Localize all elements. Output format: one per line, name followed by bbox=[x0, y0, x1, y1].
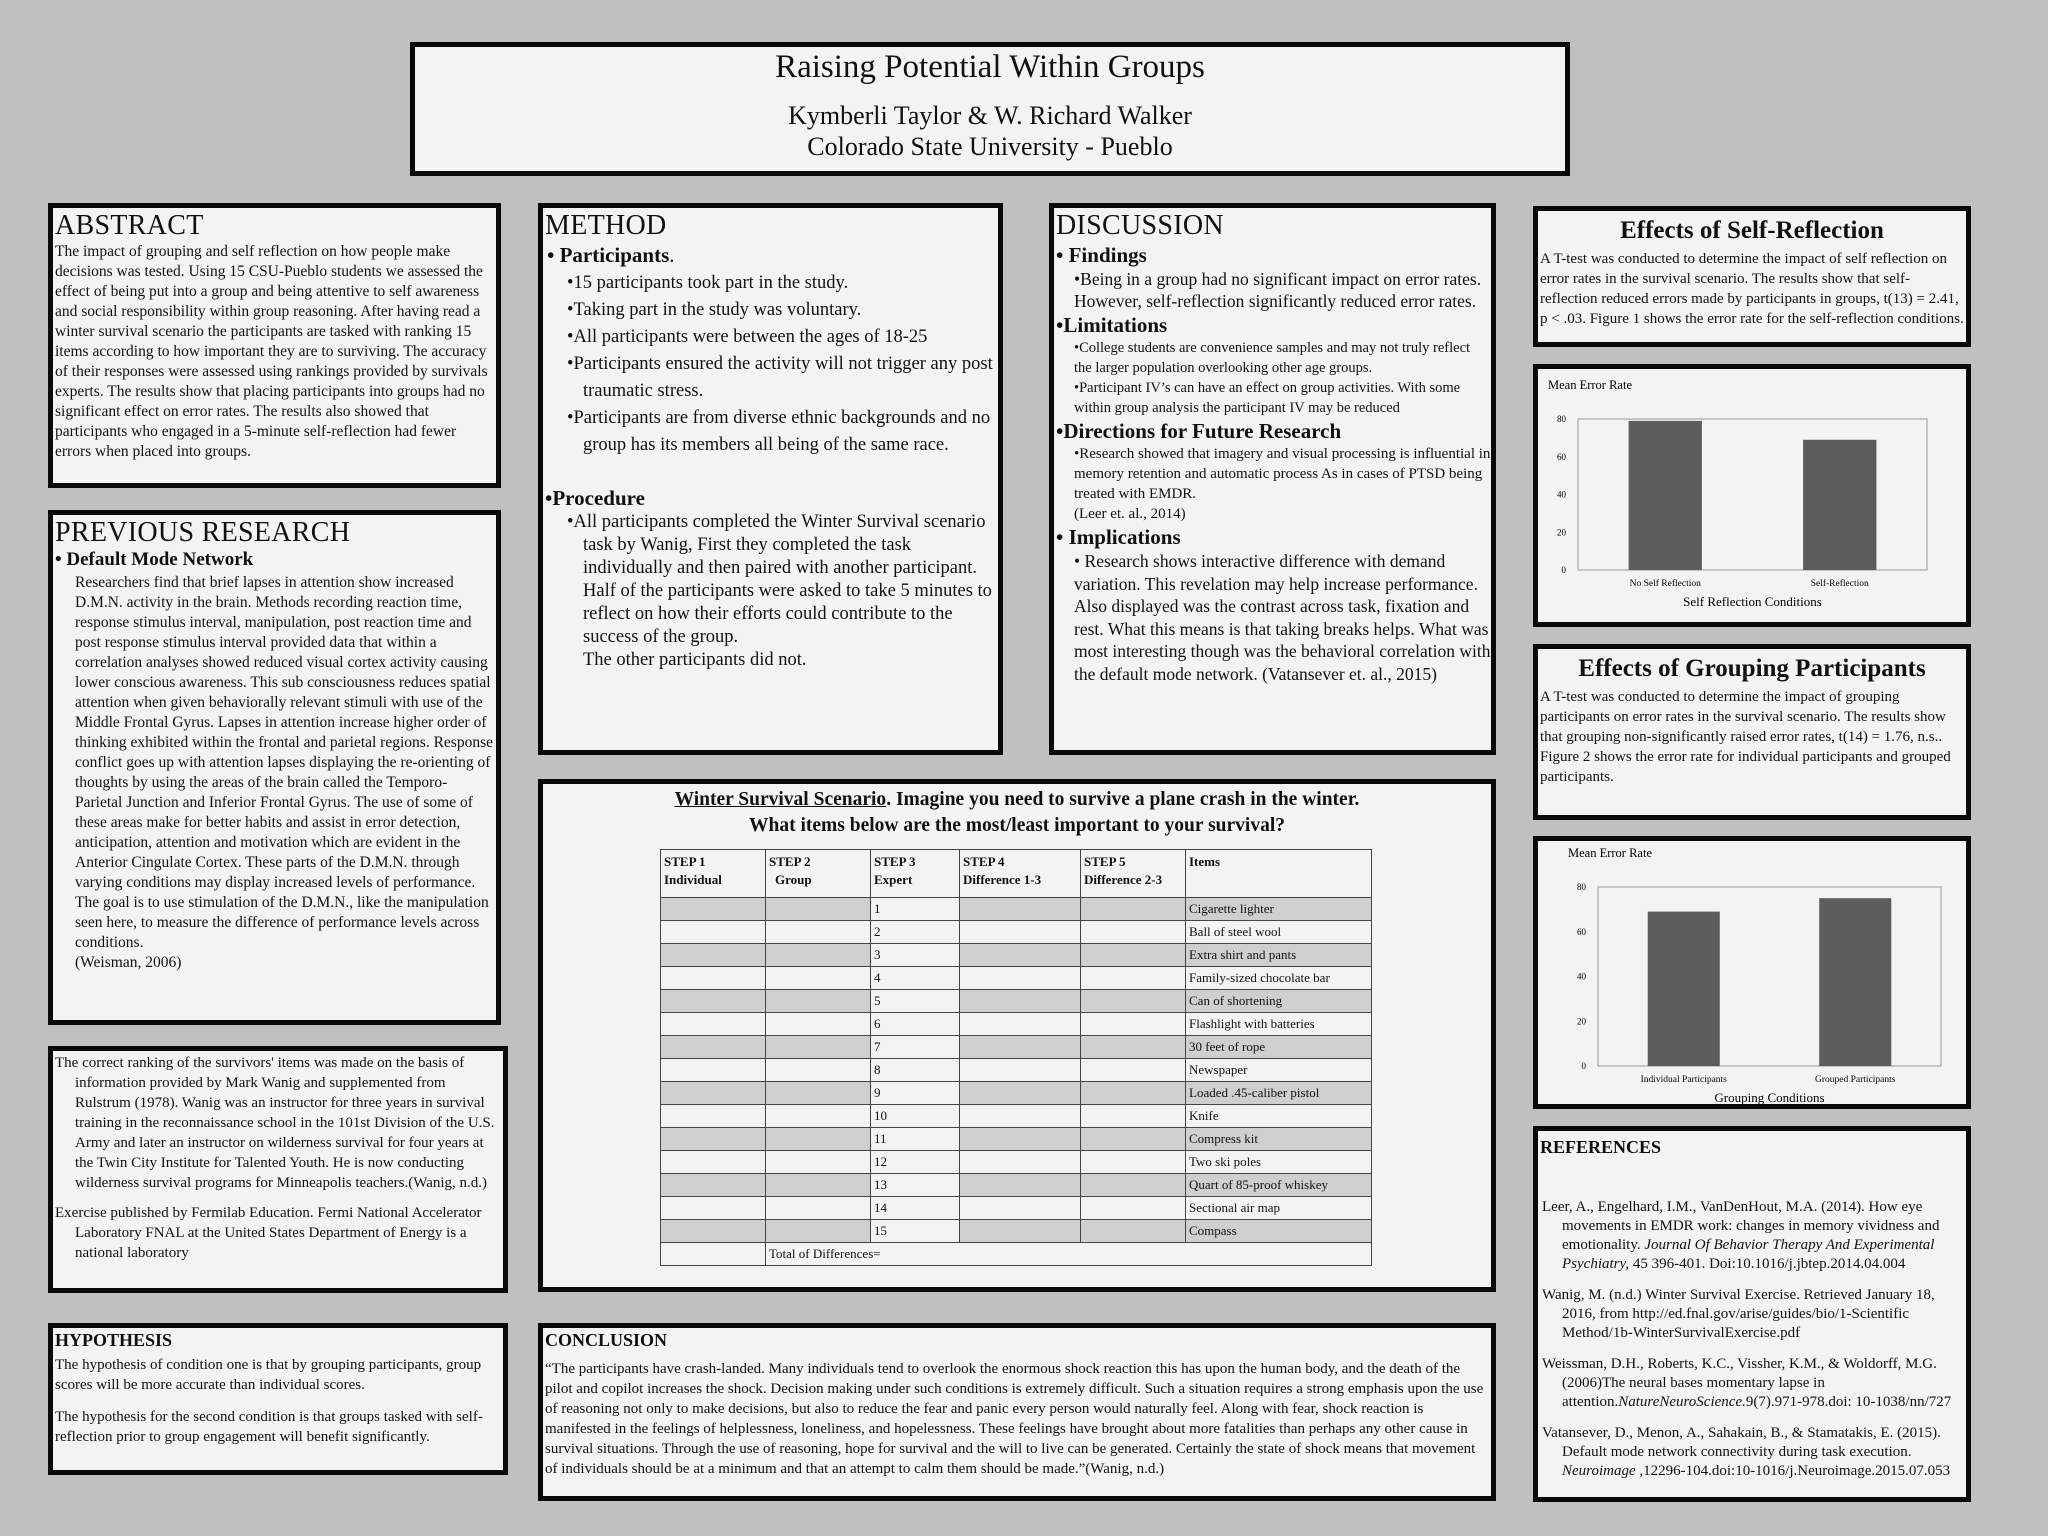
bar bbox=[1803, 440, 1876, 570]
y-tick-label: 40 bbox=[1577, 971, 1586, 982]
chart-xlabel: Grouping Conditions bbox=[1714, 1090, 1825, 1104]
procedure-text: •All participants completed the Winter Survival scenario task by Wanig, First they completed the task individually and then paired with another participant. Half of the participants were asked to take 5 minutes to reflect on how their efforts could contribute to the success of the group. bbox=[567, 512, 992, 647]
poster-title: Raising Potential Within Groups bbox=[775, 49, 1205, 85]
blank-cell bbox=[661, 1036, 766, 1059]
blank-cell bbox=[766, 967, 871, 990]
blank-cell bbox=[1081, 1105, 1186, 1128]
header-step4 bbox=[960, 850, 1081, 898]
table-row bbox=[661, 1013, 1372, 1036]
previous-research-citation: (Weisman, 2006) bbox=[75, 954, 182, 971]
self-reflection-heading: Effects of Self-Reflection bbox=[1620, 217, 1884, 244]
implications-heading-label: Implications bbox=[1068, 525, 1181, 549]
hypothesis-p2: The hypothesis for the second condition is that groups tasked with self-reflection prior to group engagement will benefit significantly. bbox=[55, 1409, 483, 1445]
blank-cell bbox=[1081, 967, 1186, 990]
blank-cell bbox=[1081, 921, 1186, 944]
blank-cell bbox=[766, 898, 871, 921]
blank-cell bbox=[766, 1105, 871, 1128]
table-row bbox=[661, 898, 1372, 921]
item-cell: Flashlight with batteries bbox=[1186, 1013, 1372, 1036]
blank-cell bbox=[766, 1082, 871, 1105]
blank-cell bbox=[1081, 1151, 1186, 1174]
references-box bbox=[1533, 1126, 1971, 1502]
header-step-label: STEP 1 bbox=[664, 854, 706, 869]
chart-self-reflection bbox=[1538, 369, 1966, 622]
blank-cell bbox=[661, 990, 766, 1013]
procedure-end: The other participants did not. bbox=[583, 650, 807, 670]
expert-rank-cell: 15 bbox=[871, 1220, 960, 1243]
blank-cell bbox=[766, 1059, 871, 1082]
expert-rank-cell: 6 bbox=[871, 1013, 960, 1036]
header-step-label: STEP 3 bbox=[874, 854, 916, 869]
table-header-row bbox=[661, 850, 1372, 898]
self-reflection-text: A T-test was conducted to determine the impact of self reflection on error rates in the survival scenario. The results show that self-reflection reduced errors made by participants in groups, t(13) = 2.41, p < .03. Figure 1 shows the error rate for the self-reflection conditions. bbox=[1540, 251, 1964, 327]
reference-item bbox=[1542, 1198, 1962, 1274]
blank-cell bbox=[661, 1197, 766, 1220]
blank-cell bbox=[766, 1197, 871, 1220]
future-heading-label: Directions for Future Research bbox=[1063, 419, 1342, 443]
blank-cell bbox=[960, 1059, 1081, 1082]
scenario-box bbox=[538, 779, 1496, 1292]
discussion-box bbox=[1049, 203, 1496, 755]
blank-cell bbox=[1081, 898, 1186, 921]
bar bbox=[1629, 421, 1702, 570]
chart-ylabel: Mean Error Rate bbox=[1568, 846, 1652, 860]
header-step-sub: Difference 2-3 bbox=[1084, 872, 1163, 887]
header-step-sub: Expert bbox=[874, 872, 913, 887]
blank-cell bbox=[766, 1013, 871, 1036]
table-row bbox=[661, 1151, 1372, 1174]
total-row bbox=[661, 1243, 1372, 1266]
table-row bbox=[661, 944, 1372, 967]
header-items bbox=[1186, 850, 1372, 898]
header-step-label: STEP 2 bbox=[769, 854, 811, 869]
ranking-note-box bbox=[48, 1046, 508, 1293]
limitations-heading-label: Limitations bbox=[1063, 313, 1168, 337]
item-cell: Cigarette lighter bbox=[1186, 898, 1372, 921]
table-row bbox=[661, 1220, 1372, 1243]
implications-text-body: Research shows interactive difference with demand variation. This revelation may help increase performance. Also displayed was the contrast across task, fixation and rest. What this means is that taking breaks helps. What was most interesting though was the behavioral correlation with the default mode network. (Vatansever et. al., 2015) bbox=[1074, 551, 1491, 684]
item-cell: 30 feet of rope bbox=[1186, 1036, 1372, 1059]
item-cell: Quart of 85-proof whiskey bbox=[1186, 1174, 1372, 1197]
method-heading: METHOD bbox=[545, 210, 667, 241]
scenario-title-rest: . Imagine you need to survive a plane crash in the winter. bbox=[886, 789, 1360, 810]
blank-cell bbox=[661, 1128, 766, 1151]
blank-cell bbox=[661, 1151, 766, 1174]
reference-item bbox=[1542, 1286, 1962, 1343]
blank-cell bbox=[766, 1151, 871, 1174]
scenario-subtitle: What items below are the most/least important to your survival? bbox=[748, 815, 1286, 836]
table-row bbox=[661, 990, 1372, 1013]
table-row bbox=[661, 1105, 1372, 1128]
y-tick-label: 80 bbox=[1557, 414, 1566, 424]
references-heading: REFERENCES bbox=[1540, 1137, 1662, 1157]
y-tick-label: 0 bbox=[1581, 1061, 1586, 1071]
scenario-table bbox=[660, 849, 1372, 1266]
blank-cell bbox=[960, 944, 1081, 967]
blank-cell bbox=[1081, 944, 1186, 967]
reference-text-end: 45 396-401. Doi:10.1016/j.jbtep.2014.04.004 bbox=[1629, 1256, 1906, 1272]
table-row bbox=[661, 1197, 1372, 1220]
blank-cell bbox=[960, 1082, 1081, 1105]
future-text-body: Research showed that imagery and visual processing is influential in memory retention and automatic process As in cases of PTSD being treated with EMDR. bbox=[1074, 446, 1491, 502]
y-tick-label: 60 bbox=[1577, 926, 1586, 937]
scenario-title bbox=[543, 789, 1491, 811]
participant-item: •Participants are from diverse ethnic backgrounds and no group has its members all being of the same race. bbox=[567, 408, 991, 455]
reference-item bbox=[1542, 1424, 1962, 1481]
chart-xlabel: Self Reflection Conditions bbox=[1683, 594, 1822, 609]
header-step-label: STEP 4 bbox=[963, 854, 1005, 869]
grouping-text: A T-test was conducted to determine the impact of grouping participants on error rates in the survival scenario. The results show that grouping non-significantly raised error rates, t(14) = 1.76, n.s.. Figure 2 shows the error rate for individual participants and grouped participants. bbox=[1540, 689, 1951, 785]
expert-rank-cell: 8 bbox=[871, 1059, 960, 1082]
procedure-heading: •Procedure bbox=[545, 486, 645, 510]
blank-cell bbox=[960, 1220, 1081, 1243]
future-text: •Research showed that imagery and visual processing is influential in memory retention and automatic process As in cases of PTSD being treated with EMDR. bbox=[1074, 446, 1491, 502]
x-tick-label: Grouped Participants bbox=[1815, 1075, 1896, 1085]
blank-cell bbox=[766, 1128, 871, 1151]
table-row bbox=[661, 1059, 1372, 1082]
blank-cell bbox=[661, 944, 766, 967]
procedure-text-body: All participants completed the Winter Survival scenario task by Wanig, First they completed the task individually and then paired with another participant. Half of the participants were asked to take 5 minutes to reflect on how their efforts could contribute to the success of the group. bbox=[573, 512, 992, 647]
item-cell: Extra shirt and pants bbox=[1186, 944, 1372, 967]
table-row bbox=[661, 1036, 1372, 1059]
grouping-box bbox=[1533, 644, 1971, 820]
y-tick-label: 40 bbox=[1557, 489, 1566, 500]
bar bbox=[1648, 912, 1720, 1066]
total-cell: Total of Differences= bbox=[766, 1243, 1372, 1266]
expert-rank-cell: 2 bbox=[871, 921, 960, 944]
participant-item-text: 15 participants took part in the study. bbox=[573, 273, 849, 293]
bar bbox=[1819, 898, 1891, 1066]
hypothesis-box bbox=[48, 1323, 508, 1475]
limitation-item-text: College students are convenience samples and may not truly reflect the larger population overlooking other age groups. bbox=[1074, 340, 1471, 376]
participant-item: •All participants were between the ages of 18-25 bbox=[567, 327, 928, 347]
expert-rank-cell: 12 bbox=[871, 1151, 960, 1174]
dmn-subheading: • Default Mode Network bbox=[55, 549, 254, 570]
item-cell: Sectional air map bbox=[1186, 1197, 1372, 1220]
procedure-heading-label: Procedure bbox=[552, 486, 645, 510]
x-tick-label: Self-Reflection bbox=[1810, 579, 1869, 589]
hypothesis-heading: HYPOTHESIS bbox=[55, 1330, 173, 1350]
x-tick-label: Individual Participants bbox=[1640, 1075, 1727, 1085]
blank-cell bbox=[661, 921, 766, 944]
header-items-label: Items bbox=[1189, 854, 1221, 869]
blank-cell bbox=[661, 1243, 766, 1266]
y-tick-label: 80 bbox=[1577, 882, 1586, 892]
participant-item: •15 participants took part in the study. bbox=[567, 273, 849, 293]
reference-text-end: 9(7).971-978.doi: 10-1038/nn/727 bbox=[1745, 1394, 1952, 1410]
participant-item: •Participants ensured the activity will not trigger any post traumatic stress. bbox=[567, 354, 993, 401]
blank-cell bbox=[1081, 1220, 1186, 1243]
blank-cell bbox=[960, 898, 1081, 921]
item-cell: Compress kit bbox=[1186, 1128, 1372, 1151]
hypothesis-p1: The hypothesis of condition one is that by grouping participants, group scores will be more accurate than individual scores. bbox=[55, 1357, 482, 1393]
expert-rank-cell: 5 bbox=[871, 990, 960, 1013]
blank-cell bbox=[661, 1013, 766, 1036]
item-cell: Ball of steel wool bbox=[1186, 921, 1372, 944]
ranking-note-p2: Exercise published by Fermilab Education. Fermi National Accelerator Laboratory FNAL at the United States Department of Energy is a national laboratory bbox=[55, 1205, 482, 1261]
blank-cell bbox=[766, 1220, 871, 1243]
blank-cell bbox=[1081, 1197, 1186, 1220]
expert-rank-cell: 4 bbox=[871, 967, 960, 990]
blank-cell bbox=[1081, 1082, 1186, 1105]
expert-rank-cell: 1 bbox=[871, 898, 960, 921]
previous-research-box bbox=[48, 510, 501, 1025]
blank-cell bbox=[960, 1036, 1081, 1059]
blank-cell bbox=[960, 921, 1081, 944]
blank-cell bbox=[766, 944, 871, 967]
abstract-heading: ABSTRACT bbox=[55, 210, 204, 241]
poster-affiliation: Colorado State University - Pueblo bbox=[807, 132, 1173, 161]
blank-cell bbox=[1081, 1013, 1186, 1036]
header-step-sub: Group bbox=[775, 872, 812, 887]
blank-cell bbox=[960, 1105, 1081, 1128]
table-row bbox=[661, 921, 1372, 944]
y-tick-label: 20 bbox=[1557, 527, 1566, 538]
reference-text: Vatansever, D., Menon, A., Sahakain, B., & Stamatakis, E. (2015). Default mode network connectivity during task execution. bbox=[1542, 1425, 1941, 1460]
findings-text-body: Being in a group had no significant impact on error rates. However, self-reflection significantly reduced error rates. bbox=[1074, 269, 1482, 311]
future-heading: •Directions for Future Research bbox=[1056, 419, 1342, 443]
y-tick-label: 0 bbox=[1561, 565, 1566, 575]
abstract-text: The impact of grouping and self reflection on how people make decisions was tested. Using 15 CSU-Pueblo students we assessed the effect of being put into a group and being attentive to self awareness and social responsibility within group reasoning. After having read a winter survival scenario the participants are tasked with ranking 15 items according to how important they are to surviving. The accuracy of their responses were assessed using rankings provided by survivals experts. The results show that placing participants into groups had no significant effect on error rates. The results also showed that participants who engaged in a 5-minute self-reflection had fewer errors when placed into groups. bbox=[55, 243, 488, 460]
abstract-box bbox=[48, 203, 501, 488]
blank-cell bbox=[661, 1174, 766, 1197]
header-step5 bbox=[1081, 850, 1186, 898]
chart1-box bbox=[1533, 364, 1971, 627]
expert-rank-cell: 13 bbox=[871, 1174, 960, 1197]
limitation-item: •Participant IV’s can have an effect on group activities. With some within group analysis the participant IV may be reduced bbox=[1074, 380, 1461, 416]
blank-cell bbox=[960, 1151, 1081, 1174]
blank-cell bbox=[1081, 1059, 1186, 1082]
table-row bbox=[661, 1128, 1372, 1151]
blank-cell bbox=[1081, 990, 1186, 1013]
blank-cell bbox=[661, 898, 766, 921]
blank-cell bbox=[1081, 1036, 1186, 1059]
item-cell: Two ski poles bbox=[1186, 1151, 1372, 1174]
reference-text: Leer, A., Engelhard, I.M., VanDenHout, M.A. (2014). How eye movements in EMDR work: changes in memory vividness and emotionality. bbox=[1542, 1199, 1940, 1253]
previous-research-heading: PREVIOUS RESEARCH bbox=[55, 517, 351, 548]
blank-cell bbox=[766, 990, 871, 1013]
title-box bbox=[410, 42, 1570, 176]
participant-item: •Taking part in the study was voluntary. bbox=[567, 300, 862, 320]
header-step-sub: Difference 1-3 bbox=[963, 872, 1042, 887]
blank-cell bbox=[960, 1013, 1081, 1036]
expert-rank-cell: 9 bbox=[871, 1082, 960, 1105]
implications-text: • Research shows interactive difference with demand variation. This revelation may help increase performance. Also displayed was the contrast across task, fixation and rest. What this means is that taking breaks helps. What was most interesting though was the behavioral correlation with the default mode network. (Vatansever et. al., 2015) bbox=[1074, 551, 1491, 684]
future-cite: (Leer et. al., 2014) bbox=[1074, 506, 1186, 522]
ranking-note-p1: The correct ranking of the survivors' items was made on the basis of information provided by Mark Wanig and supplemented from Rulstrum (1978). Wanig was an instructor for three years in survival training in the reconnaissance school in the 101st Division of the U.S. Army and later an instructor on wilderness survival for four years at the Twin City Institute for Talented Youth. He is now conducting wilderness survival programs for Minneapolis teachers.(Wanig, n.d.) bbox=[55, 1055, 495, 1191]
header-step2 bbox=[766, 850, 871, 898]
reference-journal: Journal Of Behavior Therapy And Experimental Psychiatry, bbox=[1562, 1237, 1935, 1272]
blank-cell bbox=[960, 1197, 1081, 1220]
blank-cell bbox=[661, 1059, 766, 1082]
blank-cell bbox=[1081, 1128, 1186, 1151]
dmn-subheading-label: Default Mode Network bbox=[66, 549, 254, 570]
expert-rank-cell: 10 bbox=[871, 1105, 960, 1128]
reference-text-end: ,12296-104.doi:10-1016/j.Neuroimage.2015.07.053 bbox=[1635, 1463, 1951, 1479]
participants-heading: • Participants. bbox=[547, 243, 675, 267]
conclusion-text: “The participants have crash-landed. Many individuals tend to overlook the enormous shock reaction this has upon the human body, and the death of the pilot and copilot increases the shock. Decision making under such conditions is extremely difficult. Such a situation requires a strong emphasis upon the use of reasoning not only to make decisions, but also to reduce the fear and panic every person would naturally feel. Along with fear, shock reaction is manifested in the feelings of helplessness, loneliness, and hopelessness. These feelings have brought about more fatalities than perhaps any other cause in survival situations. Through the use of reasoning, hope for survival and the will to live can be generated. Certainly the state of shock means that movement of individuals should be at a minimum and that an attempt to calm them should be made.”(Wanig, n.d.) bbox=[545, 1361, 1484, 1477]
item-cell: Loaded .45-caliber pistol bbox=[1186, 1082, 1372, 1105]
item-cell: Can of shortening bbox=[1186, 990, 1372, 1013]
expert-rank-cell: 14 bbox=[871, 1197, 960, 1220]
conclusion-box bbox=[538, 1323, 1496, 1501]
reference-text: Wanig, M. (n.d.) Winter Survival Exercise. Retrieved January 18, 2016, from http://ed.fnal.gov/arise/guides/bio/1-Scientific Method/1b-WinterSurvivalExercise.pdf bbox=[1542, 1287, 1935, 1341]
limitation-item-text: Participant IV’s can have an effect on group activities. With some within group analysis the participant IV may be reduced bbox=[1074, 380, 1461, 416]
blank-cell bbox=[661, 967, 766, 990]
chart2-box bbox=[1533, 836, 1971, 1109]
chart-grouping bbox=[1538, 841, 1966, 1104]
participant-item-text: Participants are from diverse ethnic backgrounds and no group has its members all being of the same race. bbox=[573, 408, 991, 455]
discussion-heading: DISCUSSION bbox=[1056, 210, 1224, 241]
findings-text: •Being in a group had no significant impact on error rates. However, self-reflection significantly reduced error rates. bbox=[1074, 269, 1482, 311]
blank-cell bbox=[661, 1220, 766, 1243]
blank-cell bbox=[960, 967, 1081, 990]
method-box bbox=[538, 203, 1003, 755]
participants-heading-dot: . bbox=[669, 243, 675, 267]
item-cell: Compass bbox=[1186, 1220, 1372, 1243]
expert-rank-cell: 7 bbox=[871, 1036, 960, 1059]
previous-research-text: Researchers find that brief lapses in attention show increased D.M.N. activity in the brain. Methods recording reaction time, response stimulus interval, manipulation, post reaction time and post response stimulus interval provided data that within a correlation analyses showed reduced visual cortex activity causing lower conscious awareness. This sub consciousness reduces spatial attention when given behaviorally relevant stimuli with use of the Middle Frontal Gyrus. Lapses in attention increase higher order of thinking exhibited within the frontal and parietal regions. Response conflict goes up with attention lapses displaying the re-orienting of thoughts by using the areas of the brain called the Temporo-Parietal Junction and Inferior Frontal Gyrus. The use of some of these areas make for better habits and assist in error detection, anticipation, attention and motivation which are evident in the Anterior Cingulate Cortex. These parts of the D.M.N. through varying conditions may display increased levels of performance. bbox=[75, 574, 493, 891]
findings-heading-label: Findings bbox=[1068, 243, 1147, 267]
blank-cell bbox=[661, 1105, 766, 1128]
findings-heading: • Findings bbox=[1056, 243, 1147, 267]
implications-heading: • Implications bbox=[1056, 525, 1181, 549]
item-cell: Knife bbox=[1186, 1105, 1372, 1128]
header-step1 bbox=[661, 850, 766, 898]
participant-item-text: Participants ensured the activity will not trigger any post traumatic stress. bbox=[573, 354, 993, 401]
chart-ylabel: Mean Error Rate bbox=[1548, 378, 1632, 392]
previous-research-goal: The goal is to use stimulation of the D.M.N., like the manipulation seen here, to measure the difference of performance levels across conditions. bbox=[75, 894, 489, 951]
header-step3 bbox=[871, 850, 960, 898]
table-row bbox=[661, 1174, 1372, 1197]
poster-authors: Kymberli Taylor & W. Richard Walker bbox=[788, 101, 1192, 130]
participant-item-text: All participants were between the ages of 18-25 bbox=[573, 327, 928, 347]
reference-journal: Neuroimage bbox=[1562, 1463, 1636, 1479]
blank-cell bbox=[960, 1128, 1081, 1151]
y-tick-label: 60 bbox=[1557, 451, 1566, 462]
conclusion-heading: CONCLUSION bbox=[545, 1330, 668, 1350]
self-reflection-box bbox=[1533, 206, 1971, 347]
header-step-sub: Individual bbox=[664, 872, 722, 887]
scenario-title-underlined: Winter Survival Scenario bbox=[674, 789, 887, 810]
limitation-item: •College students are convenience samples and may not truly reflect the larger population overlooking other age groups. bbox=[1074, 340, 1471, 376]
reference-journal: NatureNeuroScience. bbox=[1618, 1394, 1746, 1410]
y-tick-label: 20 bbox=[1577, 1016, 1586, 1027]
blank-cell bbox=[766, 921, 871, 944]
grouping-heading: Effects of Grouping Participants bbox=[1578, 655, 1926, 682]
expert-rank-cell: 3 bbox=[871, 944, 960, 967]
blank-cell bbox=[1081, 1174, 1186, 1197]
table-row bbox=[661, 967, 1372, 990]
blank-cell bbox=[766, 1036, 871, 1059]
participant-item-text: Taking part in the study was voluntary. bbox=[573, 300, 862, 320]
blank-cell bbox=[766, 1174, 871, 1197]
reference-text: Weissman, D.H., Roberts, K.C., Vissher, K.M., & Woldorff, M.G. (2006)The neural bases momentary lapse in attention. bbox=[1542, 1356, 1937, 1410]
x-tick-label: No Self Reflection bbox=[1629, 579, 1701, 589]
blank-cell bbox=[661, 1082, 766, 1105]
header-step-label: STEP 5 bbox=[1084, 854, 1126, 869]
participants-list bbox=[543, 270, 998, 459]
expert-rank-cell: 11 bbox=[871, 1128, 960, 1151]
participants-heading-label: Participants bbox=[559, 243, 670, 267]
table-row bbox=[661, 1082, 1372, 1105]
item-cell: Newspaper bbox=[1186, 1059, 1372, 1082]
limitations-heading: •Limitations bbox=[1056, 313, 1168, 337]
blank-cell bbox=[960, 990, 1081, 1013]
blank-cell bbox=[960, 1174, 1081, 1197]
item-cell: Family-sized chocolate bar bbox=[1186, 967, 1372, 990]
reference-item bbox=[1542, 1355, 1962, 1412]
